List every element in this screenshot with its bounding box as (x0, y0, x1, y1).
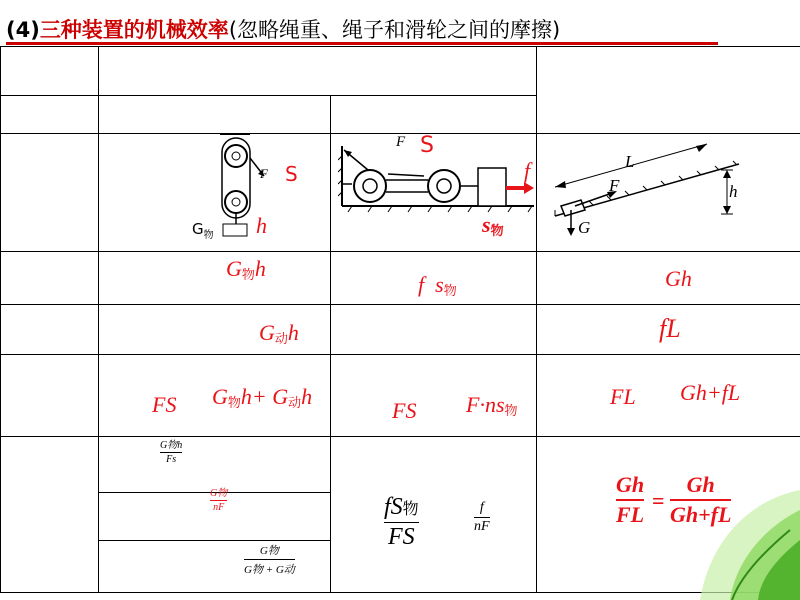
total-work-incline-a: FL (610, 384, 636, 409)
efficiency-horizontal-1: fS物 FS (384, 494, 419, 550)
useful-work-horizontal: f $s_物$ (418, 272, 457, 299)
object-displacement-label: $s_物$ (482, 212, 504, 239)
page-title (6, 14, 560, 44)
title-note: (忽略绳重、绳子和滑轮之间的摩擦) (228, 18, 561, 42)
grid-line (0, 46, 1, 592)
useful-work-pulley: $G_物h$ (226, 256, 266, 283)
horizontal-s-label: S (420, 133, 434, 158)
efficiency-pulley-2: G物 nF (210, 488, 228, 513)
grid-line (0, 251, 800, 252)
grid-line (330, 95, 331, 592)
grid-line (0, 95, 536, 96)
grid-line (98, 540, 330, 541)
leaf-decoration-icon (640, 470, 800, 600)
grid-line (0, 46, 800, 47)
incline-gravity-label: G (578, 218, 591, 237)
pulley-force-label: F (260, 166, 268, 181)
grid-line (536, 46, 537, 592)
friction-label: f (524, 158, 531, 183)
grid-line (0, 436, 800, 437)
incline-force-label: F (609, 176, 620, 195)
extra-work-pulley: $G_动h$ (259, 320, 299, 347)
horizontal-force-label: F (396, 134, 406, 150)
efficiency-pulley-1: G物h Fs (160, 440, 183, 465)
efficiency-horizontal-2: f nF (474, 500, 490, 534)
title-underline (6, 42, 718, 45)
total-work-incline-b: Gh+fL (680, 380, 741, 405)
efficiency-incline-1: Gh FL (616, 472, 645, 527)
pulley-weight-label: $G_物$ (192, 220, 214, 241)
total-work-horizontal-a: FS (392, 398, 417, 423)
horizontal-pulley-diagram (338, 140, 534, 216)
pulley-s-label: S (285, 162, 298, 186)
total-work-pulley-b: $G_物h+ G_动h$ (212, 384, 313, 411)
efficiency-incline-2: Gh Gh+fL (670, 472, 732, 527)
efficiency-pulley-3: G物 G物 + G动 (244, 545, 295, 576)
useful-work-incline: Gh (665, 266, 692, 291)
total-work-pulley-a: FS (152, 392, 177, 417)
efficiency-incline-equals: = (652, 488, 665, 513)
title-number: (4) (6, 18, 40, 42)
extra-work-incline: fL (659, 314, 681, 343)
title-main: 三种装置的机械效率 (39, 18, 229, 42)
incline-diagram (545, 140, 745, 240)
grid-line (0, 304, 800, 305)
grid-line (98, 46, 99, 592)
incline-height-label: h (729, 182, 738, 201)
incline-length-label: L (625, 152, 635, 171)
total-work-horizontal-b: $F\cdot ns_物$ (466, 392, 518, 419)
grid-line (0, 354, 800, 355)
pulley-h-label: h (256, 213, 267, 238)
